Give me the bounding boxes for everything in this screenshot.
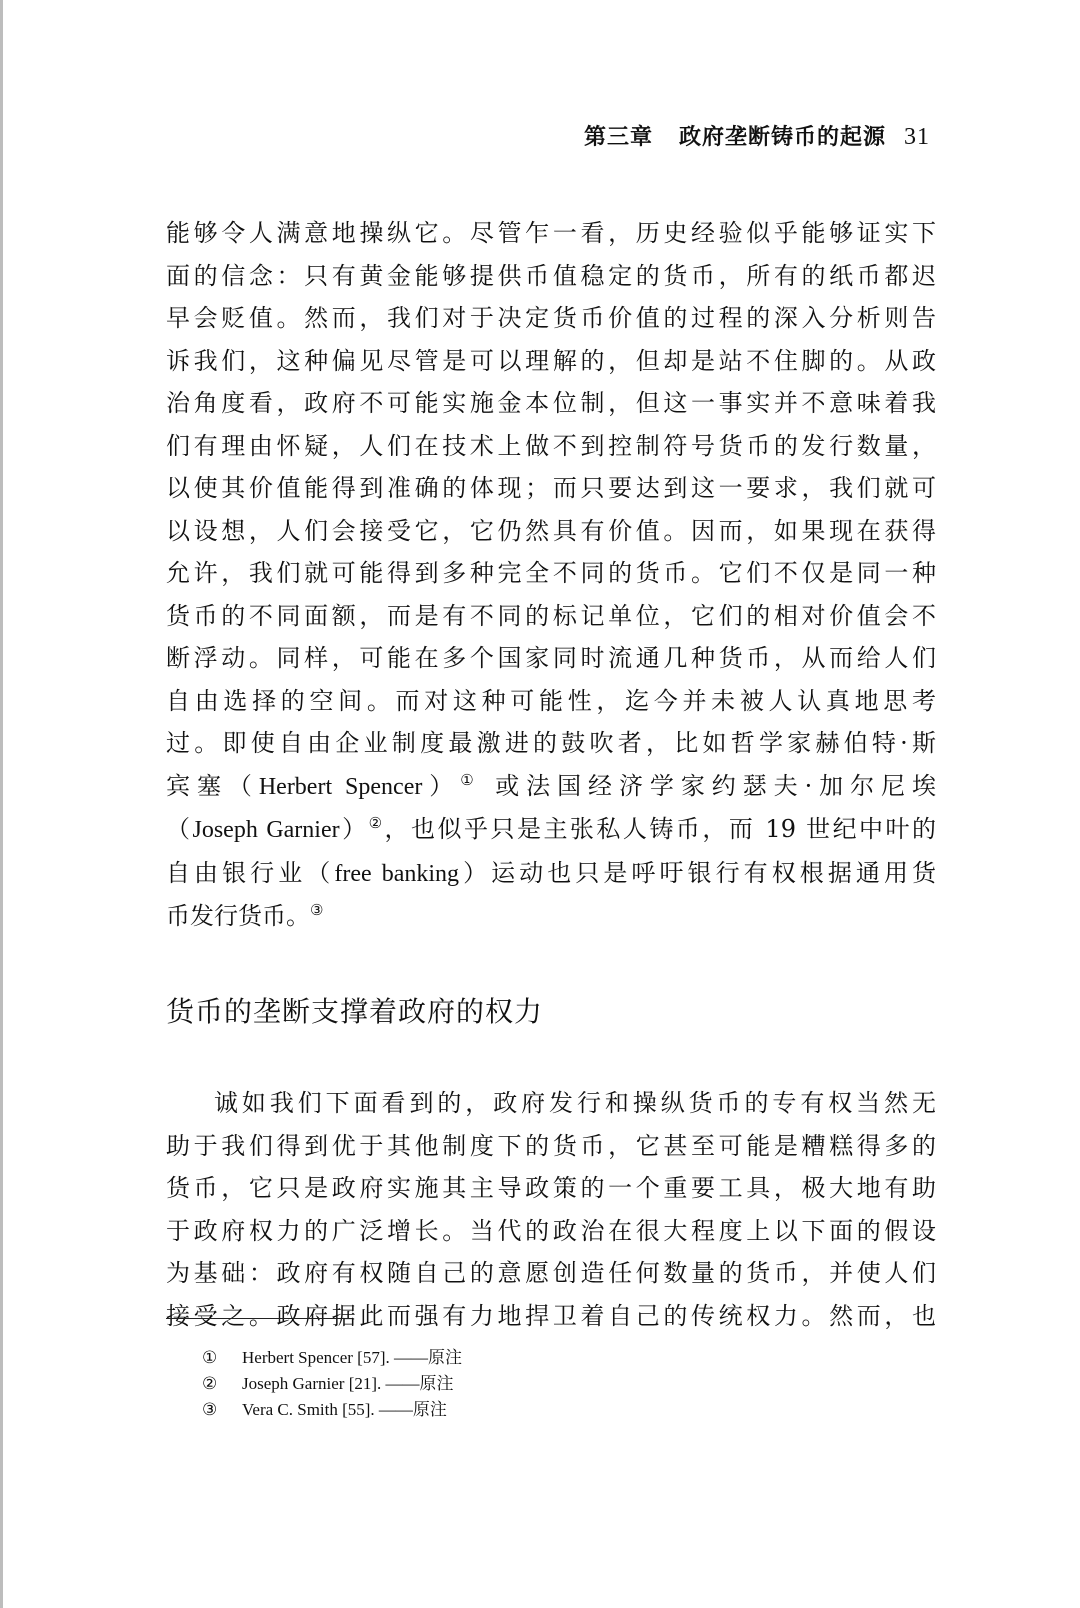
- footnote-ref-3[interactable]: ③: [310, 901, 324, 919]
- paragraph-1: [166, 212, 936, 938]
- latin-term: free banking: [334, 860, 460, 887]
- text-line: 于政府权力的广泛增长。当代的政治在很大程度上以下面的假设: [166, 1216, 936, 1245]
- text-fragment: ，也似乎只是主张私人铸币，而 19 世纪中叶的: [384, 815, 937, 843]
- text-line: 货币，它只是政府实施其主导政策的一个重要工具，极大地有助: [166, 1174, 936, 1202]
- page-number: 31: [904, 124, 930, 150]
- scan-page-edge: [0, 0, 3, 1608]
- text-fragment: ）运动也只是呼吁银行有权根据通用货: [459, 858, 937, 887]
- text-line: 允许，我们就可能得到多种完全不同的货币。它们不仅是同一种: [166, 559, 936, 587]
- latin-name: Joseph Garnier: [192, 817, 340, 843]
- text-line: 面的信念：只有黄金能够提供币值稳定的货币，所有的纸币都迟: [166, 261, 936, 290]
- text-fragment: 自由银行业（: [166, 858, 335, 887]
- text-line: 断浮动。同样，可能在多个国家同时流通几种货币，从而给人们: [166, 644, 936, 672]
- text-line: 过。即使自由企业制度最激进的鼓吹者，比如哲学家赫伯特·斯: [166, 729, 936, 757]
- section-heading: 货币的垄断支撑着政府的权力: [166, 995, 544, 1028]
- text-line: 以设想，人们会接受它，它仍然具有价值。因而，如果现在获得: [166, 516, 936, 545]
- text-line: 诉我们，这种偏见尽管是可以理解的，但却是站不住脚的。从政: [166, 346, 936, 375]
- text-line: 助于我们得到优于其他制度下的货币，它甚至可能是糟糕得多的: [166, 1131, 936, 1160]
- text-line: 们有理由怀疑，人们在技术上做不到控制符号货币的发行数量，: [166, 431, 936, 460]
- text-line: 能够令人满意地操纵它。尽管乍一看，历史经验似乎能够证实下: [166, 219, 936, 247]
- footnote-3: [202, 1397, 462, 1423]
- footnote-mark: ③: [202, 1400, 218, 1419]
- footnote-text: Vera C. Smith [55]. ——原注: [242, 1400, 447, 1419]
- text-line: 货币的不同面额，而是有不同的标记单位，它们的相对价值会不: [166, 601, 936, 630]
- footnote-divider: [166, 1318, 352, 1319]
- running-header: [0, 120, 930, 151]
- paragraph-2: [166, 1082, 936, 1337]
- footnote-text: Herbert Spencer [57]. ——原注: [242, 1348, 462, 1367]
- footnotes: [202, 1345, 462, 1423]
- text-line: 诚如我们下面看到的，政府发行和操纵货币的专有权当然无: [214, 1089, 936, 1117]
- text-line: 自由选择的空间。而对这种可能性，迄今并未被人认真地思考: [166, 686, 936, 715]
- header-chapter: 第三章: [583, 124, 653, 150]
- text-line: 以使其价值能得到准确的体现；而只要达到这一要求，我们就可: [166, 474, 936, 502]
- footnote-text: Joseph Garnier [21]. ——原注: [242, 1374, 454, 1393]
- footnote-1: [202, 1345, 462, 1371]
- text-line: 治角度看，政府不可能实施金本位制，但这一事实并不意味着我: [166, 389, 936, 417]
- header-title: 政府垄断铸币的起源: [678, 124, 886, 150]
- footnote-mark: ②: [202, 1374, 218, 1393]
- text-fragment: （: [166, 815, 193, 843]
- text-line: 接受之。政府据此而强有力地捍卫着自己的传统权力。然而，也: [166, 1301, 936, 1330]
- text-line: [166, 852, 936, 896]
- latin-name: Herbert Spencer: [258, 773, 423, 800]
- text-fragment: 或法国经济学家约瑟夫·加尔尼埃: [480, 771, 937, 800]
- footnote-2: [202, 1371, 462, 1397]
- text-line: [166, 895, 936, 938]
- text-fragment: ）: [422, 771, 461, 800]
- footnote-mark: ①: [202, 1348, 218, 1367]
- text-line: [166, 808, 936, 852]
- text-line: 早会贬值。然而，我们对于决定货币价值的过程的深入分析则告: [166, 304, 936, 332]
- footnote-ref-2[interactable]: ②: [368, 814, 385, 832]
- text-line: 为基础：政府有权随自己的意愿创造任何数量的货币，并使人们: [166, 1259, 936, 1287]
- text-line: [166, 765, 936, 809]
- footnote-ref-1[interactable]: ①: [460, 770, 481, 789]
- text-fragment: 币发行货币。: [166, 902, 310, 930]
- text-fragment: ）: [339, 815, 369, 843]
- text-fragment: 宾塞（: [166, 771, 259, 800]
